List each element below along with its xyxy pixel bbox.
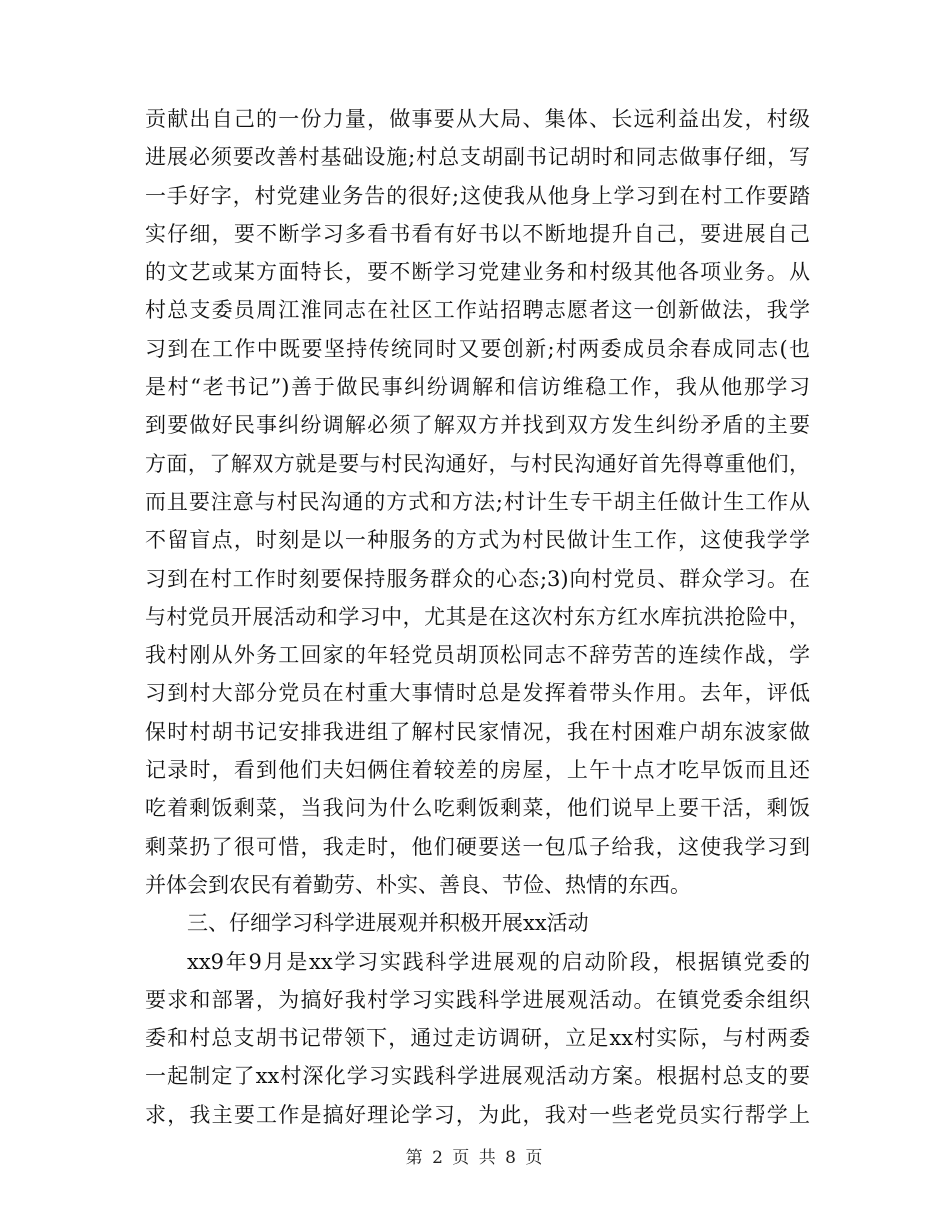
text-line: 村总支委员周江淮同志在社区工作站招聘志愿者这一创新做法，我学 [145, 298, 810, 323]
page-footer: 第 2 页 共 8 页 [405, 1148, 545, 1168]
text-line: 而且要注意与村民沟通的方式和方法;村计生专干胡主任做计生工作从 [145, 489, 810, 514]
text-line: 实仔细，要不断学习多看书看有好书以不断地提升自己，要进展自己 [145, 221, 810, 246]
text-line: 到要做好民事纠纷调解必须了解双方并找到双方发生纠纷矛盾的主要 [145, 413, 810, 438]
section-heading: 三、仔细学习科学进展观并积极开展xx活动 [187, 911, 589, 936]
text-line: 保时村胡书记安排我进组了解村民家情况，我在村困难户胡东波家做 [145, 719, 810, 744]
text-line: 进展必须要改善村基础设施;村总支胡副书记胡时和同志做事仔细，写 [145, 145, 810, 170]
text-line: 一起制定了xx村深化学习实践科学进展观活动方案。根据村总支的要 [145, 1064, 810, 1089]
text-line: 委和村总支胡书记带领下，通过走访调研，立足xx村实际，与村两委 [145, 1026, 810, 1051]
text-line: 吃着剩饭剩菜，当我问为什么吃剩饭剩菜，他们说早上要干活，剩饭 [145, 796, 810, 821]
text-line: 方面，了解双方就是要与村民沟通好，与村民沟通好首先得尊重他们， [145, 451, 810, 476]
text-line: 习到在村工作时刻要保持服务群众的心态;3)向村党员、群众学习。在 [145, 566, 810, 591]
text-line: 贡献出自己的一份力量，做事要从大局、集体、长远利益出发，村级 [145, 107, 810, 131]
text-line: 剩菜扔了很可惜，我走时，他们硬要送一包瓜子给我，这使我学习到 [145, 834, 810, 859]
text-line: 并体会到农民有着勤劳、朴实、善良、节俭、热情的东西。 [145, 872, 691, 897]
text-line: 求，我主要工作是搞好理论学习，为此，我对一些老党员实行帮学上 [145, 1102, 810, 1127]
text-line: 与村党员开展活动和学习中，尤其是在这次村东方红水库抗洪抢险中， [145, 604, 810, 629]
text-line: xx9年9月是xx学习实践科学进展观的启动阶段，根据镇党委的 [187, 949, 810, 974]
text-line: 一手好字，村党建业务告的很好;这使我从他身上学习到在村工作要踏 [145, 183, 810, 208]
text-line: 习到在工作中既要坚持传统同时又要创新;村两委成员余春成同志(也 [145, 336, 810, 361]
text-line: 记录时，看到他们夫妇俩住着较差的房屋，上午十点才吃早饭而且还 [145, 758, 810, 783]
text-line: 习到村大部分党员在村重大事情时总是发挥着带头作用。去年，评低 [145, 681, 810, 706]
text-line: 我村刚从外务工回家的年轻党员胡顶松同志不辞劳苦的连续作战，学 [145, 643, 810, 668]
body-text [145, 100, 810, 1134]
text-line: 要求和部署，为搞好我村学习实践科学进展观活动。在镇党委余组织 [145, 987, 810, 1012]
text-line: 不留盲点，时刻是以一种服务的方式为村民做计生工作，这使我学学 [145, 528, 810, 553]
text-line: 的文艺或某方面特长，要不断学习党建业务和村级其他各项业务。从 [145, 260, 810, 285]
text-line: 是村“老书记”)善于做民事纠纷调解和信访维稳工作，我从他那学习 [145, 375, 810, 400]
